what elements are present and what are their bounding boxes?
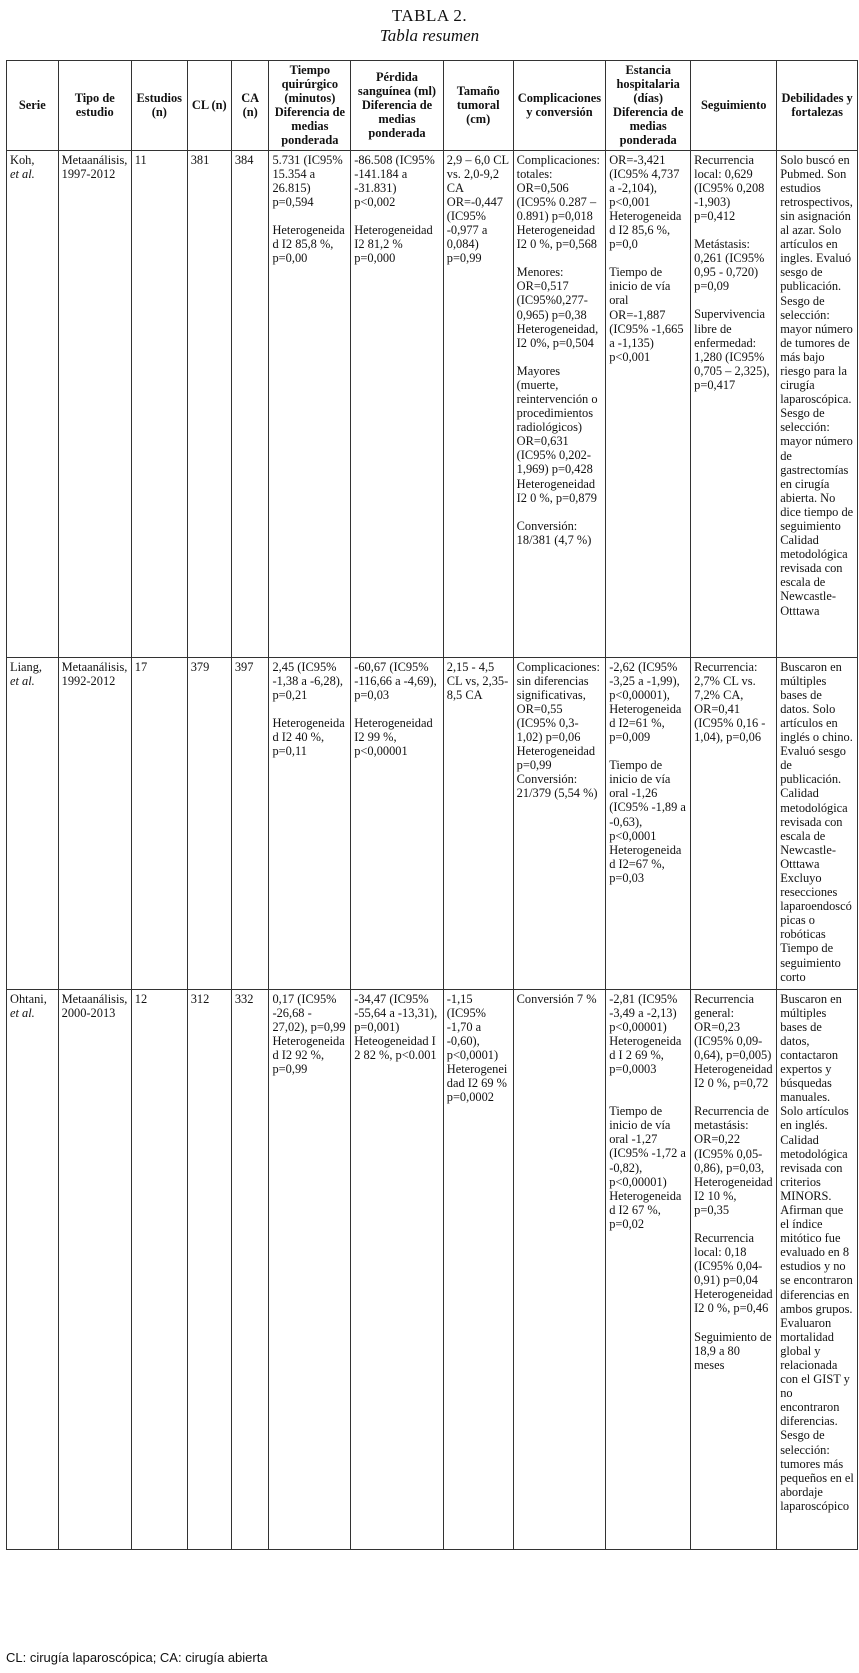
cell-paragraph: -60,67 (IC95% -116,66 a -4,69), p=0,03 — [354, 659, 437, 702]
cell-tipo: Metaanálisis, 2000-2013 — [58, 989, 131, 1549]
cell-estancia — [606, 989, 691, 1549]
paragraph-gap — [517, 251, 603, 265]
paragraph-gap — [694, 293, 773, 307]
cell-paragraph: 2,15 - 4,5 CL vs, 2,35-8,5 CA — [446, 659, 509, 702]
cell-complicaciones — [513, 150, 606, 657]
paragraph-gap — [517, 350, 603, 364]
summary-table — [6, 60, 858, 1550]
header-estudios: Estudios (n) — [131, 61, 187, 151]
cell-tiempo — [269, 657, 351, 989]
cell-paragraph: Supervivencia libre de enfermedad: 1,280 (IC95% 0,705 – 2,325), p=0,417 — [694, 307, 770, 392]
paragraph-gap — [609, 1090, 687, 1104]
cell-perdida — [351, 657, 444, 989]
cell-cl: 379 — [187, 657, 231, 989]
header-perdida: Pérdida sanguínea (ml) Diferencia de medias ponderada — [351, 61, 444, 151]
header-tamano: Tamaño tumoral (cm) — [443, 61, 513, 151]
cell-tipo: Metaanálisis, 1997-2012 — [58, 150, 131, 657]
cell-ca: 384 — [231, 150, 269, 657]
cell-cl: 381 — [187, 150, 231, 657]
cell-paragraph: Mayores (muerte, reintervención o procedimientos radiológicos) OR=0,631 (IC95% 0,202-1,969) p=0,428 Heterogeneidad I2 0 %, p=0,879 — [516, 363, 598, 505]
header-ca: CA (n) — [231, 61, 269, 151]
cell-paragraph: Conversión: 18/381 (4,7 %) — [516, 518, 592, 547]
cell-debilidades — [777, 150, 858, 657]
cell-tamano — [443, 989, 513, 1549]
footnote: CL: cirugía laparoscópica; CA: cirugía abierta — [6, 1650, 268, 1665]
serie-author: Liang, — [10, 659, 42, 674]
paragraph-gap — [517, 505, 603, 519]
cell-tamano — [443, 150, 513, 657]
paragraph-gap — [354, 209, 440, 223]
cell-paragraph: -2,81 (IC95% -3,49 a -2,13) p<0,00001) Heterogeneidad I 2 69 %, p=0,0003 — [609, 991, 682, 1077]
cell-paragraph: -1,15 (IC95% -1,70 a -0,60), p<0,0001) Heterogeneidad I2 69 % p=0,0002 — [446, 991, 508, 1105]
cell-paragraph: Buscaron en múltiples bases de datos, contactaron expertos y búsquedas manuales. Solo artículos en inglés. Calidad metodológica revisada con criterios MINORS. Afirman que el índice mitótico fue evaluado en 8 estudios y no se encontraron diferencias en ambos grupos. Evaluaron mortalidad global y relacionada con el GIST y no encontraron diferencias. Sesgo de selección: tumores más pequeños en el abordaje laparoscópico — [780, 991, 854, 1513]
cell-paragraph: Menores: OR=0,517 (IC95%0,277-0,965) p=0,38 Heterogeneidad, I2 0%, p=0,504 — [516, 265, 599, 350]
header-row — [7, 61, 858, 151]
cell-paragraph: Recurrencia de metastásis: OR=0,22 (IC95% 0,05-0,86), p=0,03, Heterogeneidad I2 10 %, p=0,35 — [694, 1104, 773, 1217]
header-estancia: Estancia hospitalaria (días) Diferencia de medias ponderada — [606, 61, 691, 151]
cell-paragraph: Heterogeneidad I2 81,2 % p=0,000 — [354, 222, 433, 266]
cell-serie — [7, 150, 59, 657]
paragraph-gap — [609, 744, 687, 758]
header-debilidades: Debilidades y fortalezas — [777, 61, 858, 151]
cell-paragraph: 5.731 (IC95% 15.354 a 26.815) p=0,594 — [272, 152, 343, 209]
serie-etal: et al. — [10, 1005, 35, 1020]
cell-paragraph: OR=-3,421 (IC95% 4,737 a -2,104), p<0,001 Heterogeneidad I2 85,6 %, p=0,0 — [609, 152, 682, 252]
cell-estudios: 11 — [131, 150, 187, 657]
paragraph-gap — [694, 223, 773, 237]
cell-paragraph: -2,62 (IC95% -3,25 a -1,99), p<0,00001), Heterogeneidad I2=61 %, p=0,009 — [609, 659, 682, 745]
paragraph-gap — [609, 1076, 687, 1090]
cell-estancia — [606, 657, 691, 989]
header-cl: CL (n) — [187, 61, 231, 151]
table-caption — [0, 0, 859, 46]
cell-seguimiento — [691, 150, 777, 657]
cell-paragraph: -34,47 (IC95% -55,64 a -13,31), p=0,001) Heteogeneidad I 2 82 %, p<0.001 — [354, 991, 438, 1062]
paragraph-gap — [694, 1090, 773, 1104]
table-number: TABLA 2. — [391, 6, 468, 25]
cell-ca: 332 — [231, 989, 269, 1549]
cell-tamano — [443, 657, 513, 989]
cell-paragraph: Recurrencia: 2,7% CL vs. 7,2% CA, OR=0,41 (IC95% 0,16 - 1,04), p=0,06 — [694, 659, 766, 745]
cell-cl: 312 — [187, 989, 231, 1549]
cell-paragraph: -86.508 (IC95% -141.184 a -31.831) p<0,002 — [354, 152, 435, 209]
cell-paragraph: Solo buscó en Pubmed. Son estudios retrospectivos, sin asignación al azar. Solo artículos en ingles. Evaluó sesgo de publicación. Sesgo de selección: mayor número de tumores de más bajo riesgo para la cirugía laparoscópica. Sesgo de selección: mayor número de gastrectomías en cirugía abierta. No dice tiempo de seguimiento Calidad metodológica revisada con escala de Newcastle-Otttawa — [780, 152, 854, 618]
header-tipo: Tipo de estudio — [58, 61, 131, 151]
cell-tipo: Metaanálisis, 1992-2012 — [58, 657, 131, 989]
cell-seguimiento — [691, 989, 777, 1549]
cell-paragraph: Seguimiento de 18,9 a 80 meses — [694, 1329, 772, 1372]
paragraph-gap — [609, 251, 687, 265]
cell-paragraph: Buscaron en múltiples bases de datos. Solo artículos en inglés o chino. Evaluó sesgo de publicación. Calidad metodológica revisada con escala de Newcastle-Otttawa Excluyo resecciones laparoendoscópicas o robóticas Tiempo de seguimiento corto — [780, 659, 853, 984]
cell-complicaciones — [513, 657, 606, 989]
cell-paragraph: Complicaciones: totales: OR=0,506 (IC95% 0.287 – 0.891) p=0,018 Heterogeneidad I2 0 %, p=0,568 — [516, 152, 600, 252]
cell-tiempo — [269, 989, 351, 1549]
cell-paragraph: Recurrencia local: 0,18 (IC95% 0,04-0,91) p=0,04 Heterogeneidad I2 0 %, p=0,46 — [694, 1230, 773, 1316]
cell-paragraph: Recurrencia general: OR=0,23 (IC95% 0,09-0,64), p=0,005) Heterogeneidad I2 0 %, p=0,72 — [694, 991, 773, 1091]
cell-estancia — [606, 150, 691, 657]
paragraph-gap — [694, 1316, 773, 1330]
cell-paragraph: Recurrencia local: 0,629 (IC95% 0,208 -1,903) p=0,412 — [694, 152, 765, 223]
cell-serie — [7, 989, 59, 1549]
cell-complicaciones — [513, 989, 606, 1549]
header-tiempo: Tiempo quirúrgico (minutos) Diferencia de medias ponderada — [269, 61, 351, 151]
serie-author: Koh, — [10, 152, 35, 167]
cell-paragraph: Heterogeneidad I2 99 %, p<0,00001 — [354, 715, 433, 759]
cell-tiempo — [269, 150, 351, 657]
cell-estudios: 17 — [131, 657, 187, 989]
paragraph-gap — [694, 1217, 773, 1231]
header-serie: Serie — [7, 61, 59, 151]
cell-ca: 397 — [231, 657, 269, 989]
cell-serie — [7, 657, 59, 989]
table-row — [7, 657, 858, 989]
cell-paragraph: 2,9 – 6,0 CL vs. 2,0-9,2 CA OR=-0,447 (IC95% -0,977 a 0,084) p=0,99 — [446, 152, 509, 266]
cell-paragraph: Heterogeneidad I2 85,8 %, p=0,00 — [272, 222, 345, 266]
cell-paragraph: Tiempo de inicio de vía oral -1,26 (IC95% -1,89 a -0,63), p<0,0001 Heterogeneidad I2=67 %, p=0,03 — [609, 758, 686, 885]
cell-paragraph: Metástasis: 0,261 (IC95% 0,95 - 0,720) p=0,09 — [694, 237, 765, 294]
cell-debilidades — [777, 989, 858, 1549]
cell-perdida — [351, 150, 444, 657]
table-row — [7, 989, 858, 1549]
cell-estudios: 12 — [131, 989, 187, 1549]
cell-paragraph: 2,45 (IC95% -1,38 a -6,28), p=0,21 — [272, 659, 344, 702]
header-complicaciones: Complicaciones y conversión — [513, 61, 606, 151]
cell-paragraph: Complicaciones: sin diferencias significativas, OR=0,55 (IC95% 0,3-1,02) p=0,06 Heterogeneidad p=0,99 Conversión: 21/379 (5,54 %) — [516, 659, 600, 801]
cell-paragraph: 0,17 (IC95% -26,68 - 27,02), p=0,99 Heterogeneidad I2 92 %, p=0,99 — [272, 991, 346, 1077]
header-seguimiento: Seguimiento — [691, 61, 777, 151]
cell-seguimiento — [691, 657, 777, 989]
paragraph-gap — [272, 702, 347, 716]
serie-etal: et al. — [10, 166, 35, 181]
table-subtitle: Tabla resumen — [379, 26, 480, 45]
serie-author: Ohtani, — [10, 991, 47, 1006]
paragraph-gap — [272, 209, 347, 223]
table-row — [7, 150, 858, 657]
cell-paragraph: Tiempo de inicio de vía oral -1,27 (IC95% -1,72 a -0,82), p<0,00001) Heterogeneidad I2 67 %, p=0,02 — [609, 1104, 686, 1231]
cell-paragraph: Heterogeneidad I2 40 %, p=0,11 — [272, 715, 345, 759]
cell-debilidades — [777, 657, 858, 989]
cell-paragraph: Tiempo de inicio de vía oral OR=-1,887 (IC95% -1,665 a -1,135) p<0,001 — [609, 265, 684, 364]
cell-paragraph: Conversión 7 % — [516, 991, 597, 1006]
cell-perdida — [351, 989, 444, 1549]
serie-etal: et al. — [10, 673, 35, 688]
paragraph-gap — [354, 702, 440, 716]
